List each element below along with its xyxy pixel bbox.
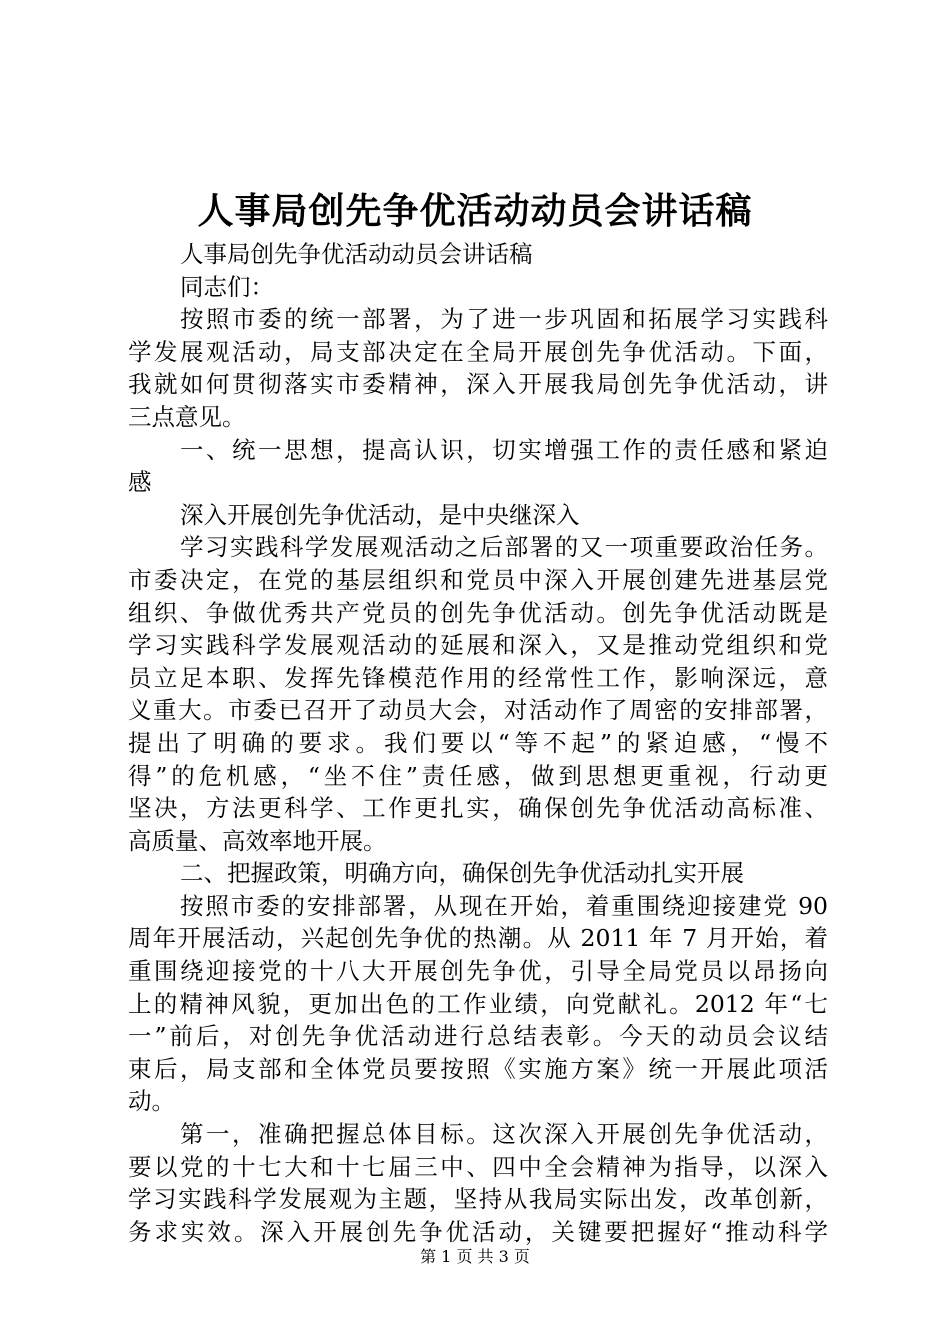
body-line: 动。: [128, 1087, 175, 1116]
body-line: 坚决，方法更科学、工作更扎实，确保创先争优活动高标准、: [128, 794, 828, 823]
body-line: 二、把握政策，明确方向，确保创先争优活动扎实开展: [180, 859, 744, 888]
body-line: 学习实践科学发展观为主题，坚持从我局实际出发，改革创新，: [128, 1185, 828, 1214]
body-line: 得”的危机感，“坐不住”责任感，做到思想更重视，行动更: [128, 761, 828, 790]
body-line: 束后，局支部和全体党员要按照《实施方案》统一开展此项活: [128, 1054, 828, 1083]
body-line: 上的精神风貌，更加出色的工作业绩，向党献礼。2012 年“七: [128, 989, 828, 1018]
body-line: 一、统一思想，提高认识，切实增强工作的责任感和紧迫: [180, 435, 828, 464]
body-line: 周年开展活动，兴起创先争优的热潮。从 2011 年 7 月开始，着: [128, 924, 828, 953]
body-line: 要以党的十七大和十七届三中、四中全会精神为指导，以深入: [128, 1152, 828, 1181]
body-line: 高质量、高效率地开展。: [128, 826, 387, 855]
page-footer: 第 1 页 共 3 页: [420, 1247, 530, 1266]
body-line: 按照市委的安排部署，从现在开始，着重围绕迎接建党 90: [180, 891, 828, 920]
body-line: 人事局创先争优活动动员会讲话稿: [180, 240, 533, 268]
body-line: 学习实践科学发展观活动之后部署的又一项重要政治任务。: [180, 533, 828, 562]
body-line: 按照市委的统一部署，为了进一步巩固和拓展学习实践科: [180, 305, 828, 334]
body-line: 一”前后，对创先争优活动进行总结表彰。今天的动员会议结: [128, 1022, 828, 1051]
body-line: 三点意见。: [128, 402, 246, 431]
body-line: 员立足本职、发挥先锋模范作用的经常性工作，影响深远，意: [128, 663, 828, 692]
body-line: 提出了明确的要求。我们要以“等不起”的紧迫感，“慢不: [128, 728, 828, 757]
document-title: 人事局创先争优活动动员会讲话稿: [197, 190, 753, 232]
body-line: 务求实效。深入开展创先争优活动，关键要把握好“推动科学: [128, 1217, 828, 1246]
body-line: 义重大。市委已召开了动员大会，对活动作了周密的安排部署，: [128, 696, 828, 725]
body-line: 组织、争做优秀共产党员的创先争优活动。创先争优活动既是: [128, 598, 828, 627]
body-line: 我就如何贯彻落实市委精神，深入开展我局创先争优活动，讲: [128, 370, 828, 399]
body-line: 重围绕迎接党的十八大开展创先争优，引导全局党员以昂扬向: [128, 957, 828, 986]
body-line: 深入开展创先争优活动，是中央继深入: [180, 500, 580, 529]
body-line: 第一，准确把握总体目标。这次深入开展创先争优活动，: [180, 1120, 828, 1149]
body-line: 学发展观活动，局支部决定在全局开展创先争优活动。下面，: [128, 337, 828, 366]
body-line: 感: [128, 468, 152, 497]
body-line: 同志们：: [180, 272, 274, 301]
body-line: 学习实践科学发展观活动的延展和深入，又是推动党组织和党: [128, 631, 828, 660]
body-line: 市委决定，在党的基层组织和党员中深入开展创建先进基层党: [128, 565, 828, 594]
document-body: [128, 238, 828, 1248]
